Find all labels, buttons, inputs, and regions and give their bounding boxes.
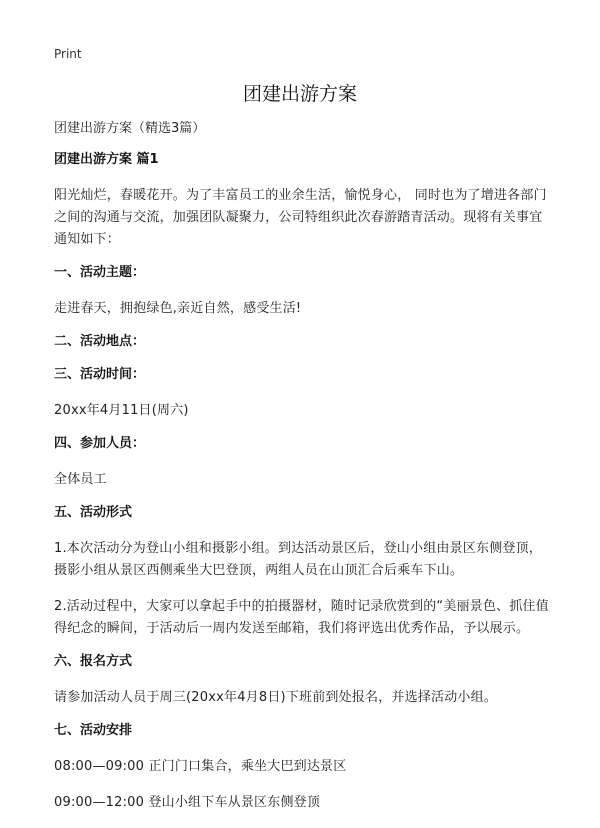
heading-time: 三、活动时间： [54, 367, 146, 382]
heading-location: 二、活动地点： [54, 334, 146, 349]
print-link[interactable]: Print [54, 47, 82, 61]
page-title: 团建出游方案 [242, 83, 357, 105]
intro-paragraph: 阳光灿烂，春暖花开。为了丰富员工的业余生活，愉悦身心， 同时也为了增进各部门之间的沟通与交流，加强团队凝聚力，公司特组织此次春游踏青活动。现将有关事宜通知如下： [54, 188, 547, 247]
format-text-1: 1.本次活动分为登山小组和摄影小组。到达活动景区后，登山小组由景区东侧登顶，摄影小组从景区西侧乘坐大巴登顶，两组人员在山顶汇合后乘车下山。 [54, 541, 543, 578]
schedule-item: 09:00—12:00 登山小组下车从景区东侧登顶 [54, 795, 321, 810]
heading-registration: 六、报名方式 [54, 654, 133, 669]
participants-text: 全体员工 [54, 472, 107, 487]
heading-theme: 一、活动主题： [54, 265, 146, 280]
registration-text: 请参加活动人员于周三(20xx年4月8日)下班前到处报名，并选择活动小组。 [54, 690, 498, 705]
heading-format: 五、活动形式 [54, 505, 133, 520]
format-text-2: 2.活动过程中，大家可以拿起手中的拍摄器材，随时记录欣赏到的“美丽景色、抓住值得纪念的瞬间，于活动后一周内发送至邮箱，我们将评选出优秀作品，予以展示。 [54, 599, 549, 636]
heading-participants: 四、参加人员： [54, 436, 146, 451]
document-subtitle: 团建出游方案（精选3篇） [54, 121, 206, 136]
section-title: 团建出游方案 篇1 [54, 152, 159, 167]
schedule-item: 08:00—09:00 正门门口集合，乘坐大巴到达景区 [54, 759, 347, 774]
heading-schedule: 七、活动安排 [54, 723, 133, 738]
time-text: 20xx年4月11日(周六) [54, 403, 189, 418]
document-body [54, 152, 554, 814]
theme-text: 走进春天，拥抱绿色,亲近自然，感受生活! [54, 301, 302, 316]
